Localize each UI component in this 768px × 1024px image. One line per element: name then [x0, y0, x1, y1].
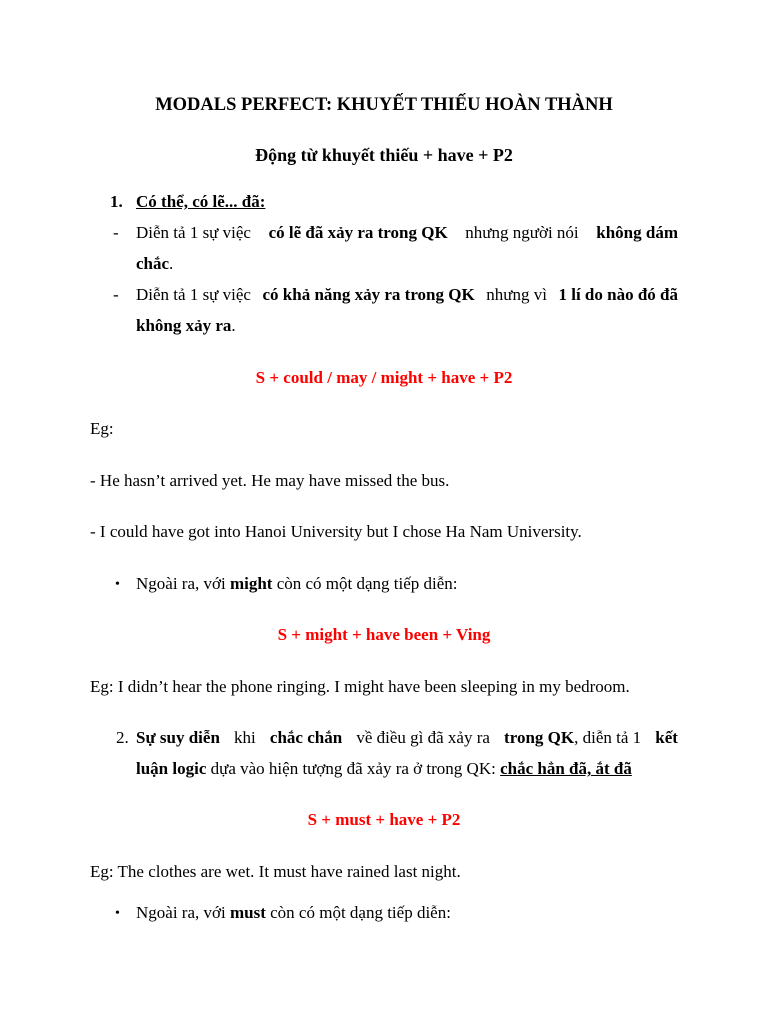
- formula-must: S + must + have + P2: [307, 810, 461, 829]
- dash-marker: -: [113, 223, 119, 242]
- dash-marker: -: [113, 285, 119, 304]
- section1-item2-line2: không xảy ra.: [136, 316, 236, 335]
- formula-could-may-might: S + could / may / might + have + P2: [255, 368, 513, 387]
- section2-number: 2.: [116, 728, 129, 747]
- section2-bullet-text: Ngoài ra, với must còn có một dạng tiếp diễn:: [136, 903, 451, 922]
- section1-item2-line1: Diễn tả 1 sự việc có khả năng xảy ra trong QK nhưng vì 1 lí do nào đó đã: [136, 285, 678, 304]
- eg-label: Eg:: [90, 419, 114, 438]
- page-title: MODALS PERFECT: KHUYẾT THIẾU HOÀN THÀNH: [155, 95, 613, 115]
- section1-item1-line2: chắc.: [136, 254, 174, 273]
- bullet-icon: •: [115, 577, 120, 592]
- section2-line2: luận logic dựa vào hiện tượng đã xảy ra ở trong QK: chắc hẳn đã, ắt đã: [136, 759, 632, 778]
- section1-heading: Có thể, có lẽ... đã:: [136, 192, 266, 211]
- section1-number: 1.: [110, 192, 123, 211]
- formula-might-continuous: S + might + have been + Ving: [277, 625, 491, 644]
- example-sentence: Eg: I didn’t hear the phone ringing. I might have been sleeping in my bedroom.: [90, 677, 630, 696]
- section1-item1-line1: Diễn tả 1 sự việc có lẽ đã xảy ra trong QK nhưng người nói không dám: [136, 223, 678, 242]
- example-sentence: Eg: The clothes are wet. It must have rained last night.: [90, 862, 461, 881]
- bullet-icon: •: [115, 906, 120, 921]
- example-sentence: - He hasn’t arrived yet. He may have missed the bus.: [90, 471, 450, 490]
- example-sentence: - I could have got into Hanoi University but I chose Ha Nam University.: [90, 522, 582, 541]
- section2-line1: Sự suy diễn khi chắc chắn về điều gì đã xảy ra trong QK, diễn tả 1 kết: [136, 728, 678, 747]
- section1-bullet-text: Ngoài ra, với might còn có một dạng tiếp diễn:: [136, 574, 458, 593]
- page-subtitle: Động từ khuyết thiếu + have + P2: [255, 145, 513, 165]
